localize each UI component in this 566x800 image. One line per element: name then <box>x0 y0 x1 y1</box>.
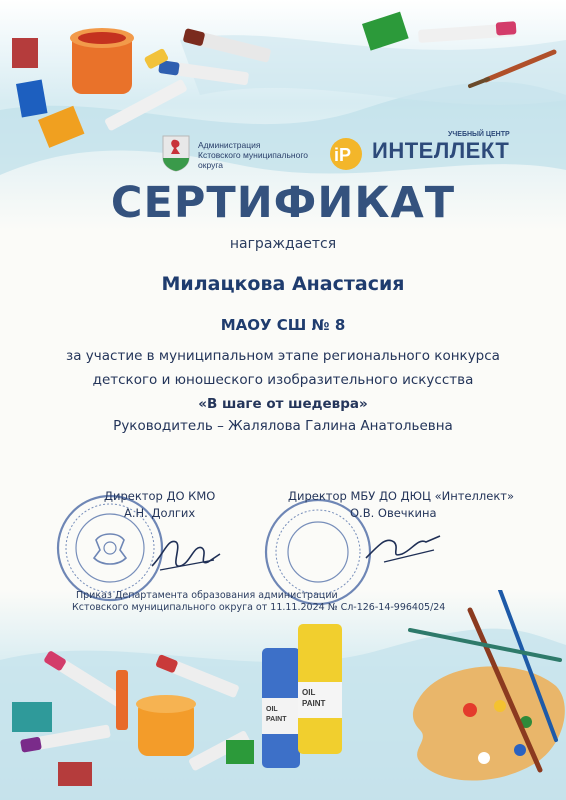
svg-text:PAINT: PAINT <box>266 716 287 723</box>
description-line-1: за участие в муниципальном этапе регионального конкурса <box>66 348 500 364</box>
coat-of-arms-icon <box>162 134 190 172</box>
left-signatory <box>104 488 215 522</box>
svg-text:OIL: OIL <box>302 688 316 697</box>
left-signatory-title: Директор ДО КМО <box>104 489 216 503</box>
right-signatory-title: Директор МБУ ДО ДЮЦ «Интеллект» <box>288 489 515 503</box>
order-reference <box>72 590 445 614</box>
intellect-logo <box>328 128 534 178</box>
bottom-art-supplies-decoration <box>0 590 566 800</box>
supervisor-line: Руководитель – Жалялова Галина Анатольевна <box>113 418 453 434</box>
right-signatory <box>288 488 514 522</box>
svg-text:iP: iP <box>334 145 352 165</box>
svg-text:PAINT: PAINT <box>302 699 326 708</box>
svg-text:OIL: OIL <box>266 706 278 713</box>
administration-logo <box>162 134 322 184</box>
order-line-2: Кстовского муниципального округа от 11.11.2024 № Сл-126-14-996405/24 <box>72 602 446 613</box>
training-center-name: ИНТЕЛЛЕКТ <box>372 138 510 163</box>
right-signatory-name: О.В. Овечкина <box>350 506 437 520</box>
certificate-title: СЕРТИФИКАТ <box>110 178 456 228</box>
order-line-1: Приказ Департамента образования администрации <box>76 590 338 601</box>
awarded-label: награждается <box>229 236 337 252</box>
school-name: МАОУ СШ № 8 <box>220 316 346 334</box>
contest-name: «В шаге от шедевра» <box>198 396 368 412</box>
left-signature <box>150 532 222 576</box>
recipient-name: Милацкова Анастасия <box>161 273 405 295</box>
intellect-emblem-icon <box>328 136 372 172</box>
training-center-label: УЧЕБНЫЙ ЦЕНТР <box>448 131 510 138</box>
left-signatory-name: А.Н. Долгих <box>124 506 196 520</box>
right-signature <box>364 528 442 568</box>
description-line-2: детского и юношеского изобразительного искусства <box>92 372 474 388</box>
administration-name: Администрация Кстовского муниципального округа <box>198 140 308 170</box>
